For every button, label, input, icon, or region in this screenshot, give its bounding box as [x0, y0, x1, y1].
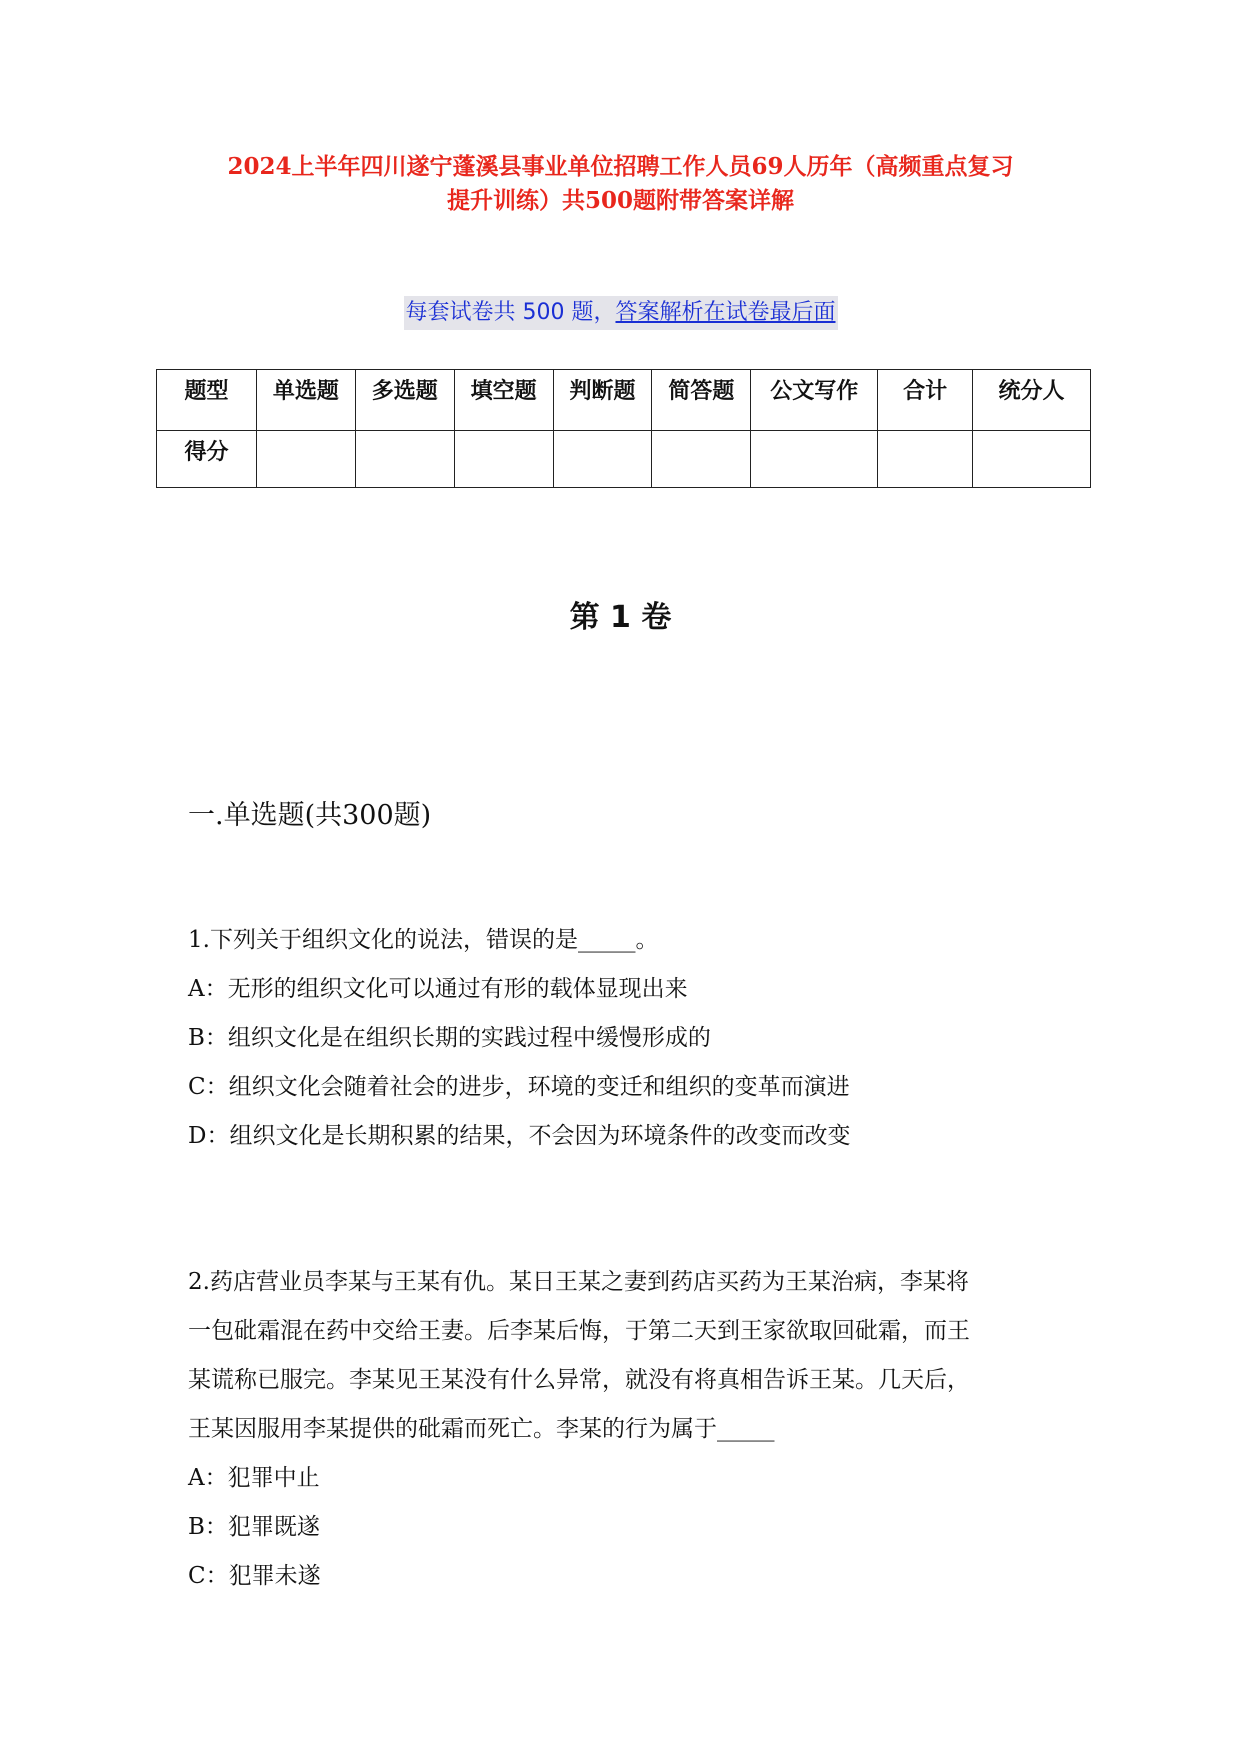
score-cell[interactable]	[973, 431, 1091, 488]
header-cell-short-answer: 简答题	[652, 370, 751, 431]
header-cell-question-type: 题型	[157, 370, 257, 431]
question-stem-line: 一包砒霜混在药中交给王妻。后李某后悔，于第二天到王家欲取回砒霜，而王	[188, 1318, 970, 1344]
option-d[interactable]: D：组织文化是长期积累的结果，不会因为环境条件的改变而改变	[188, 1123, 851, 1149]
question-stem: 1.下列关于组织文化的说法，错误的是_____。	[188, 927, 659, 953]
answer-notice-highlight	[404, 296, 838, 330]
option-b[interactable]: B：犯罪既遂	[188, 1514, 320, 1540]
question-stem-line: 某谎称已服完。李某见王某没有什么异常，就没有将真相告诉王某。几天后，	[188, 1367, 970, 1393]
option-b[interactable]: B：组织文化是在组织长期的实践过程中缓慢形成的	[188, 1025, 711, 1051]
question-2	[188, 1258, 1068, 1601]
question-stem-line: 2.药店营业员李某与王某有仇。某日王某之妻到药店买药为王某治病，李某将	[188, 1269, 969, 1295]
option-a[interactable]: A：犯罪中止	[188, 1465, 320, 1491]
score-cell[interactable]	[553, 431, 652, 488]
score-table-header-row	[157, 370, 1091, 431]
header-cell-official-writing: 公文写作	[751, 370, 878, 431]
option-a[interactable]: A：无形的组织文化可以通过有形的载体显现出来	[188, 976, 688, 1002]
score-table-score-row	[157, 431, 1091, 488]
answer-notice-underlined: 答案解析在试卷最后面	[615, 300, 836, 325]
answer-notice-text: 每套试卷共 500 题，	[405, 300, 616, 325]
header-cell-multiple-choice: 多选题	[355, 370, 454, 431]
header-cell-scorer: 统分人	[973, 370, 1091, 431]
option-c[interactable]: C：组织文化会随着社会的进步，环境的变迁和组织的变革而演进	[188, 1074, 850, 1100]
volume-title: 第 1 卷	[569, 600, 672, 635]
score-cell[interactable]	[256, 431, 355, 488]
option-c[interactable]: C：犯罪未遂	[188, 1563, 321, 1589]
score-cell[interactable]	[652, 431, 751, 488]
header-cell-true-false: 判断题	[553, 370, 652, 431]
document-title-line-2: 提升训练）共500题附带答案详解	[446, 187, 794, 214]
score-cell[interactable]	[454, 431, 553, 488]
score-cell[interactable]	[751, 431, 878, 488]
answer-notice	[0, 296, 1241, 330]
score-row-label: 得分	[157, 431, 257, 488]
header-cell-total: 合计	[878, 370, 973, 431]
document-title	[150, 150, 1091, 218]
question-stem-line: 王某因服用李某提供的砒霜而死亡。李某的行为属于_____	[188, 1416, 775, 1442]
score-cell[interactable]	[878, 431, 973, 488]
question-1	[188, 916, 1068, 1161]
header-cell-fill-blank: 填空题	[454, 370, 553, 431]
score-table	[156, 369, 1091, 488]
section-title: 一.单选题(共300题)	[188, 800, 432, 831]
document-title-line-1: 2024上半年四川遂宁蓬溪县事业单位招聘工作人员69人历年（高频重点复习	[227, 153, 1014, 180]
header-cell-single-choice: 单选题	[256, 370, 355, 431]
score-cell[interactable]	[355, 431, 454, 488]
